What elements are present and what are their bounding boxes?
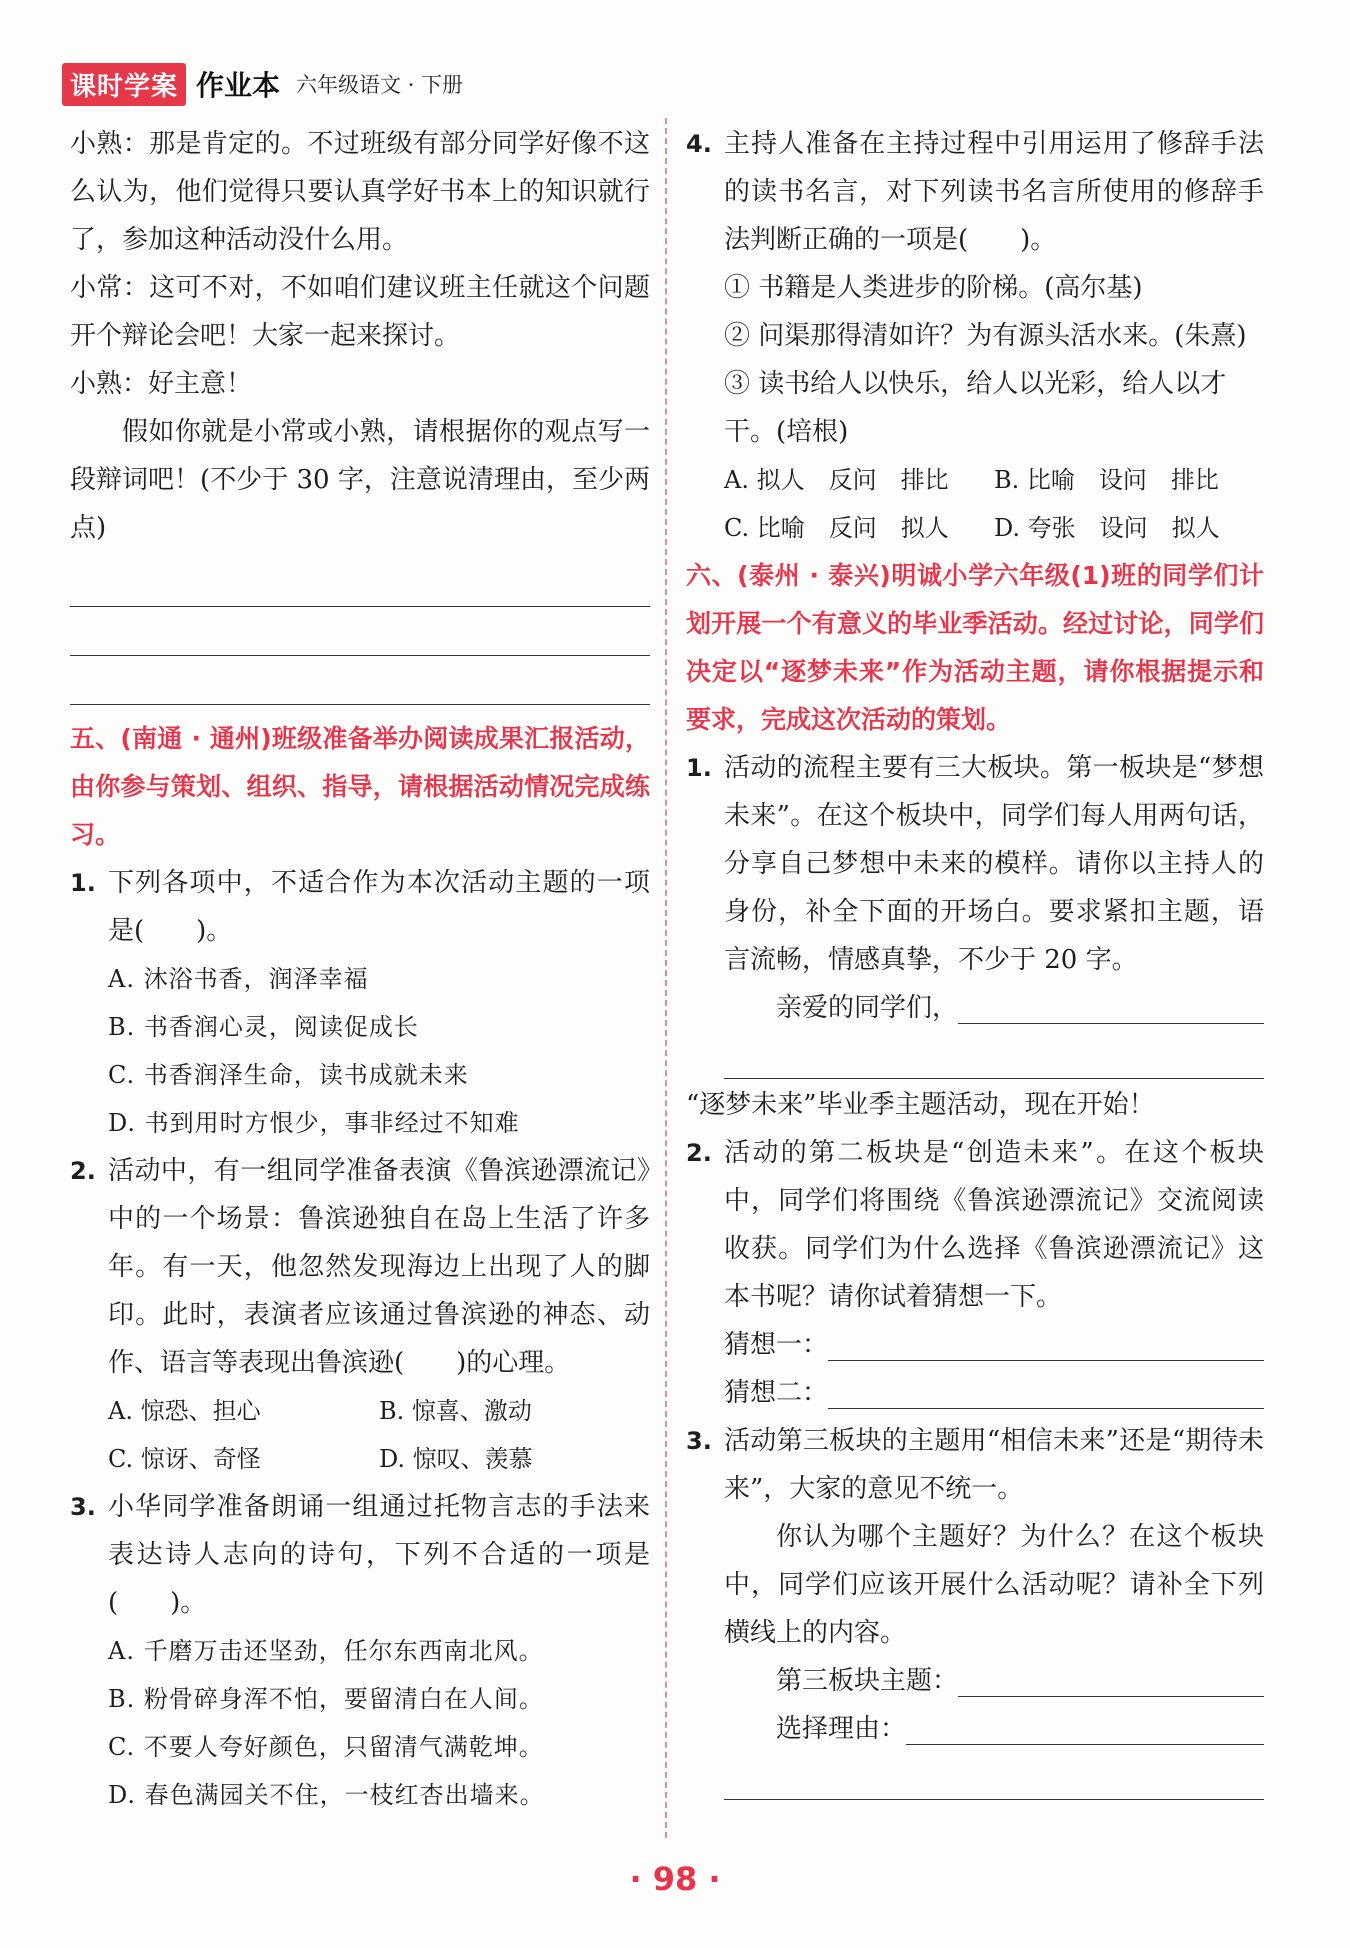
question-number: 1. (686, 754, 712, 782)
question-number: 3. (70, 1493, 96, 1521)
greeting-label: 亲爱的同学们， (776, 993, 959, 1023)
brand-logo: 课时学案 (62, 63, 186, 106)
quote-item: ① 书籍是人类进步的阶梯。(高尔基) (724, 273, 1143, 303)
writing-prompt: 假如你就是小常或小熟，请根据你的观点写一段辩词吧！(不少于 30 字，注意说清理由，至少两点) (70, 417, 650, 543)
question-text: 活动的流程主要有三大板块。第一板块是“梦想未来”。在这个板块中，同学们每人用两句话，分享自己梦想中未来的模样。请你以主持人的身份，补全下面的开场白。要求紧扣主题，语言流畅，情感真挚，不少于 20 字。 (724, 753, 1264, 975)
question-3 (70, 1483, 650, 1627)
option-item[interactable]: D. 惊叹、羡慕 (379, 1445, 533, 1473)
book-title: 作业本 (196, 69, 281, 102)
reason-label: 选择理由： (776, 1714, 907, 1744)
question-text: 活动第三板块的主题用“相信未来”还是“期待未来”，大家的意见不统一。 (724, 1426, 1264, 1504)
greeting-fill (686, 984, 1264, 1032)
question-text: 下列各项中，不适合作为本次活动主题的一项是( )。 (108, 868, 650, 946)
question-number: 3. (686, 1427, 712, 1455)
activity-question-2 (686, 1129, 1264, 1321)
option-item[interactable]: D. 夸张 设问 拟人 (994, 514, 1220, 542)
option-item[interactable]: B. 粉骨碎身浑不怕，要留清白在人间。 (108, 1685, 544, 1713)
option-item[interactable]: B. 惊喜、激动 (379, 1397, 532, 1425)
question-number: 2. (686, 1139, 712, 1167)
question-number: 2. (70, 1157, 96, 1185)
page-header (62, 60, 463, 108)
option-item[interactable]: C. 书香润泽生命，读书成就未来 (108, 1061, 469, 1089)
option-item[interactable]: A. 拟人 反问 排比 (724, 466, 949, 494)
question-4 (686, 120, 1264, 264)
answer-blank[interactable] (958, 1660, 1264, 1697)
grade-label: 六年级语文 · 下册 (296, 73, 464, 97)
option-item[interactable]: C. 不要人夸好颜色，只留清气满乾坤。 (108, 1733, 544, 1761)
question-number: 1. (70, 869, 96, 897)
closing-line: “逐梦未来”毕业季主题活动，现在开始！ (686, 1090, 1155, 1120)
answer-blank[interactable] (828, 1324, 1264, 1361)
answer-blank[interactable] (958, 987, 1264, 1024)
option-item[interactable]: C. 惊讶、奇怪 (108, 1445, 261, 1473)
dialogue-line: 小熟：那是肯定的。不过班级有部分同学好像不这么认为，他们觉得只要认真学好书本上的知识就行了，参加这种活动没什么用。 (70, 129, 650, 255)
quote-item: ② 问渠那得清如许？为有源头活水来。(朱熹) (724, 321, 1247, 351)
answer-line[interactable] (70, 658, 650, 705)
page-number: · 98 · (629, 1860, 721, 1898)
section-six-heading: 六、(泰州 · 泰兴)明诚小学六年级(1)班的同学们计划开展一个有意义的毕业季活动。经过讨论，同学们决定以“逐梦未来”作为活动主题，请你根据提示和要求，完成这次活动的策划。 (686, 561, 1264, 734)
guess-two-fill (686, 1369, 1264, 1417)
question-text: 主持人准备在主持过程中引用运用了修辞手法的读书名言，对下列读书名言所使用的修辞手法判断正确的一项是( )。 (724, 129, 1264, 255)
question-text: 小华同学准备朗诵一组通过托物言志的手法来表达诗人志向的诗句，下列不合适的一项是( )。 (108, 1492, 650, 1618)
column-divider (665, 118, 667, 1838)
activity-question-3 (686, 1417, 1264, 1513)
guess-one-fill (686, 1321, 1264, 1369)
option-item[interactable]: C. 比喻 反问 拟人 (724, 514, 949, 542)
option-row (686, 456, 1264, 504)
section-five-heading: 五、(南通 · 通州)班级准备举办阅读成果汇报活动，由你参与策划、组织、指导，请根据活动情况完成练习。 (70, 724, 650, 849)
option-item[interactable]: B. 比喻 设问 排比 (994, 466, 1219, 494)
question-2 (70, 1147, 650, 1387)
option-row (686, 504, 1264, 552)
option-item[interactable]: A. 千磨万击还坚劲，任尔东西南北风。 (108, 1637, 544, 1665)
answer-blank[interactable] (828, 1372, 1264, 1409)
dialogue-line: 小常：这可不对，不如咱们建议班主任就这个问题开个辩论会吧！大家一起来探讨。 (70, 273, 650, 351)
answer-line[interactable] (724, 1753, 1264, 1800)
guess-two-label: 猜想二： (724, 1378, 829, 1408)
answer-line[interactable] (70, 609, 650, 656)
answer-line[interactable] (70, 560, 650, 607)
theme-fill (686, 1657, 1264, 1705)
question-text: 活动中，有一组同学准备表演《鲁滨逊漂流记》中的一个场景：鲁滨逊独自在岛上生活了许多年。有一天，他忽然发现海边上出现了人的脚印。此时，表演者应该通过鲁滨逊的神态、动作、语言等表现出鲁滨逊( )的心理。 (108, 1156, 650, 1378)
option-row (70, 1387, 650, 1435)
left-column (70, 120, 650, 1819)
activity-question-1 (686, 744, 1264, 984)
option-row (70, 1435, 650, 1483)
answer-blank[interactable] (906, 1708, 1264, 1745)
answer-line[interactable] (724, 1032, 1264, 1079)
question-1 (70, 859, 650, 955)
guess-one-label: 猜想一： (724, 1330, 829, 1360)
option-item[interactable]: A. 沐浴书香，润泽幸福 (108, 965, 369, 993)
theme-label: 第三板块主题： (776, 1666, 959, 1696)
option-item[interactable]: A. 惊恐、担心 (108, 1397, 261, 1425)
option-item[interactable]: B. 书香润心灵，阅读促成长 (108, 1013, 419, 1041)
dialogue-line: 小熟：好主意！ (70, 369, 253, 399)
reason-fill (686, 1705, 1264, 1753)
question-text: 活动的第二板块是“创造未来”。在这个板块中，同学们将围绕《鲁滨逊漂流记》交流阅读收获。同学们为什么选择《鲁滨逊漂流记》这本书呢？请你试着猜想一下。 (724, 1138, 1264, 1312)
option-item[interactable]: D. 春色满园关不住，一枝红杏出墙来。 (108, 1781, 545, 1809)
quote-item: ③ 读书给人以快乐，给人以光彩，给人以才干。(培根) (724, 369, 1227, 447)
question-instruction: 你认为哪个主题好？为什么？在这个板块中，同学们应该开展什么活动呢？请补全下列横线上的内容。 (724, 1522, 1264, 1648)
option-item[interactable]: D. 书到用时方恨少，事非经过不知难 (108, 1109, 520, 1137)
question-number: 4. (686, 130, 712, 158)
right-column (686, 120, 1264, 1802)
